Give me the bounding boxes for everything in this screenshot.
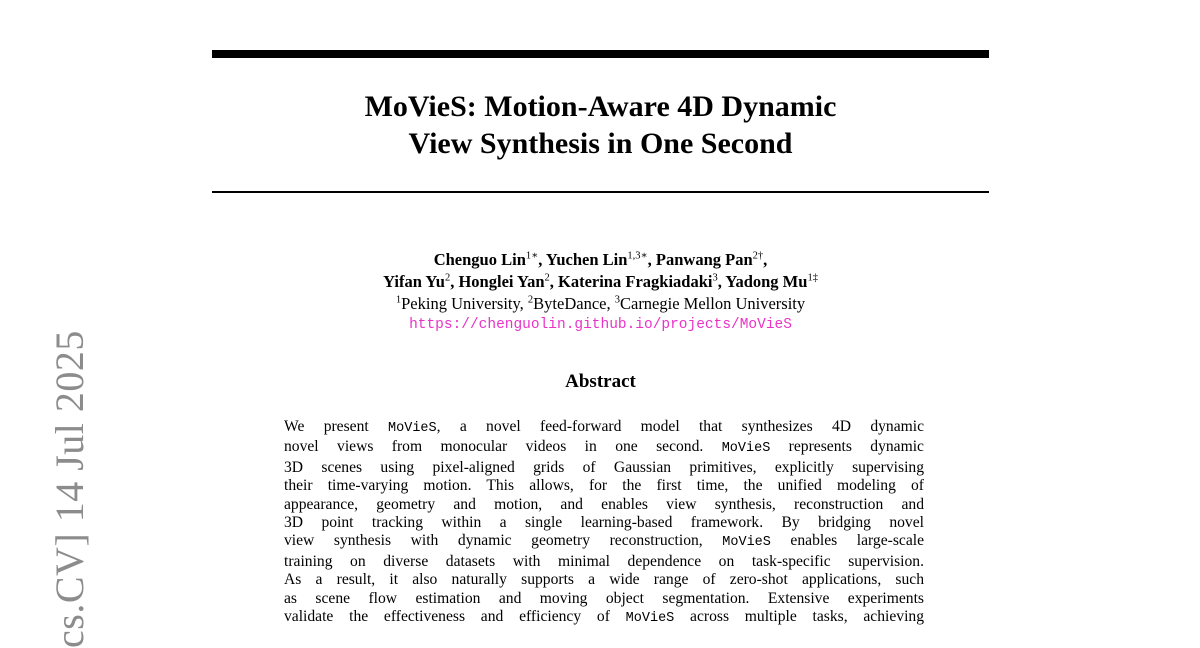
abstract-line: 3D scenes using pixel-aligned grids of Gaussian primitives, explicitly supervising bbox=[284, 458, 924, 476]
abstract-line: as scene flow estimation and moving object segmentation. Extensive experiments bbox=[284, 589, 924, 607]
abstract-fragment: across multiple tasks, achieving bbox=[674, 608, 924, 626]
model-name: MoVieS bbox=[722, 535, 771, 551]
abstract-line: their time-varying motion. This allows, for the first time, the unified modeling of bbox=[284, 477, 924, 495]
arxiv-side-stamp: cs.CV] 14 Jul 2025 bbox=[47, 330, 92, 648]
author-name: Yuchen Lin bbox=[545, 250, 628, 269]
author-name: Yadong Mu bbox=[725, 272, 808, 291]
paper-title bbox=[212, 88, 989, 162]
author-mark: 1‡ bbox=[807, 272, 818, 284]
affiliation-mark: 2 bbox=[527, 294, 534, 306]
author-mark: 1,3∗ bbox=[627, 250, 648, 262]
title-bottom-rule bbox=[212, 191, 989, 193]
author-mark: 2 bbox=[544, 272, 550, 284]
author-mark: 3 bbox=[712, 272, 718, 284]
model-name: MoVieS bbox=[388, 421, 437, 436]
affiliation-line bbox=[212, 293, 989, 315]
abstract-fragment: We present bbox=[284, 418, 389, 435]
affiliation-name: ByteDance, bbox=[533, 294, 615, 313]
author-name: Chenguo Lin bbox=[433, 250, 526, 269]
abstract-fragment: novel views from monocular videos in one second. bbox=[284, 438, 722, 456]
abstract-heading: Abstract bbox=[565, 371, 636, 392]
author-block bbox=[212, 249, 989, 335]
author-line-2: Yifan Yu$^2$, Honglei Yan$^2$, Katerina Fragkiadaki$^3$, Yadong $Mu^{1\ddagger}$ bbox=[383, 272, 818, 291]
author-mark: 1∗ bbox=[525, 250, 539, 262]
affiliation-mark: 1 bbox=[395, 294, 402, 306]
abstract-fragment: , a novel feed-forward model that synthesizes 4D dynamic bbox=[436, 418, 925, 435]
abstract-fragment: validate the effectiveness and efficiency of bbox=[284, 608, 626, 626]
abstract-line bbox=[284, 418, 924, 438]
title-top-rule bbox=[212, 50, 989, 58]
abstract-fragment: enables large-scale bbox=[770, 532, 924, 550]
project-page-link[interactable]: https://chenguolin.github.io/projects/MoVieS bbox=[409, 317, 792, 333]
title-line-1: MoVieS: Motion-Aware 4D Dynamic bbox=[364, 90, 837, 123]
abstract-line bbox=[284, 608, 924, 628]
abstract-line bbox=[284, 438, 924, 458]
affiliation-name: Carnegie Mellon University bbox=[619, 294, 806, 313]
abstract-fragment: represents dynamic bbox=[770, 438, 924, 456]
abstract-line: As a result, it also naturally supports a wide range of zero-shot applications, such bbox=[284, 571, 924, 589]
abstract-line: training on diverse datasets with minimal dependence on task-specific supervision. bbox=[284, 552, 924, 570]
model-name: MoVieS bbox=[721, 441, 771, 457]
author-name: Honglei Yan bbox=[458, 272, 545, 291]
author-line-1: Chenguo Lin$^{1∗}$, Yuchen Lin$^{1,3∗}$, Panwang Pan$^{2\dagger}$, bbox=[433, 250, 768, 269]
affiliation-mark: 3 bbox=[614, 294, 620, 306]
abstract-text bbox=[284, 418, 924, 628]
abstract-fragment: view synthesis with dynamic geometry reconstruction, bbox=[284, 532, 723, 550]
author-mark: 2 bbox=[444, 272, 451, 284]
affiliation-name: Peking University, bbox=[401, 294, 528, 313]
author-name: Panwang Pan bbox=[655, 250, 753, 269]
abstract-line bbox=[284, 532, 924, 552]
abstract-line: 3D point tracking within a single learning-based framework. By bridging novel bbox=[284, 514, 924, 532]
author-mark: 2† bbox=[752, 250, 764, 262]
abstract-line: appearance, geometry and motion, and enables view synthesis, reconstruction and bbox=[284, 495, 924, 513]
title-line-2: View Synthesis in One Second bbox=[408, 127, 793, 160]
model-name: MoVieS bbox=[625, 611, 675, 627]
author-name: Katerina Fragkiadaki bbox=[558, 272, 713, 291]
author-name: Yifan Yu bbox=[383, 272, 445, 291]
